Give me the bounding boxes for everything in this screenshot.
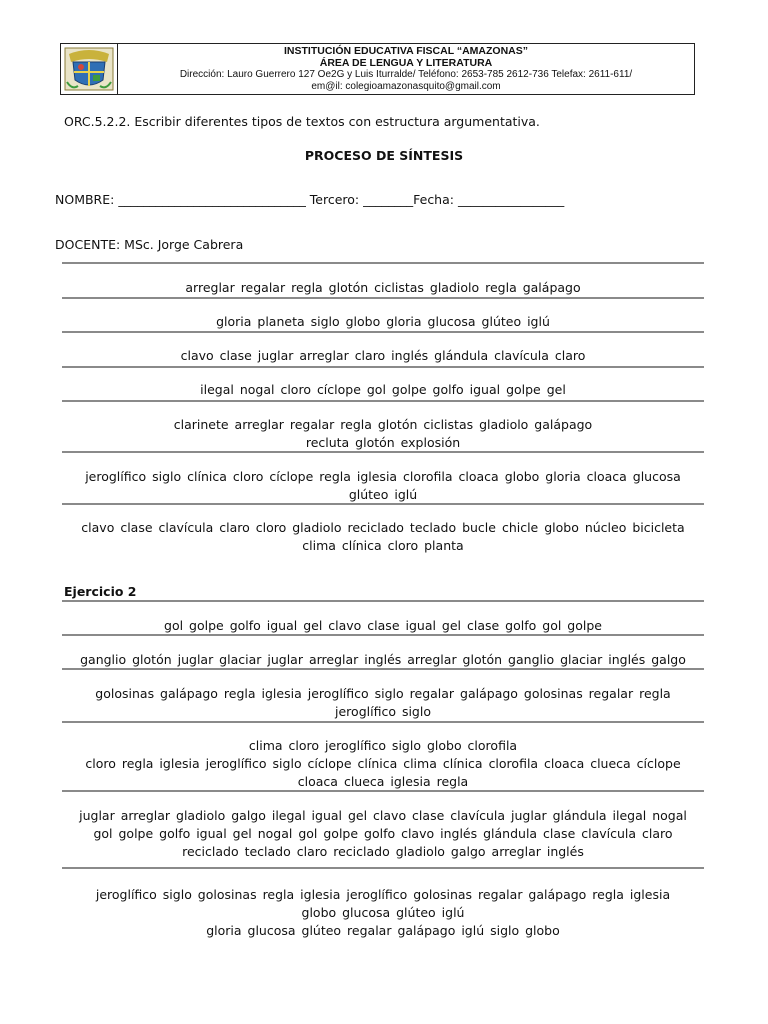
address-line: Dirección: Lauro Guerrero 127 Oe2G y Luis Iturralde/ Teléfono: 2653-785 2612-736 Telefax: 2611-611/ bbox=[179, 69, 633, 80]
word-line: clarinete arreglar regalar regla glotón ciclistas gladiolo galápago bbox=[173, 417, 593, 432]
teacher-line: DOCENTE: MSc. Jorge Cabrera bbox=[55, 237, 244, 252]
word-line: ilegal nogal cloro cíclope gol golpe golfo igual golpe gel bbox=[200, 382, 566, 397]
exercise-1-row bbox=[62, 313, 704, 331]
exercise-2-title: Ejercicio 2 bbox=[64, 584, 137, 599]
exercise-2-row bbox=[62, 685, 704, 721]
word-line: cloro regla iglesia jeroglífico siglo cíclope clínica clima clínica clorofila cloaca clueca cíclope bbox=[85, 756, 681, 771]
exercise-2-row bbox=[62, 886, 704, 940]
exercise-1-row bbox=[62, 381, 704, 399]
word-line: jeroglífico siglo bbox=[335, 704, 431, 719]
exercise-1-row bbox=[62, 279, 704, 297]
word-line: clavo clase clavícula claro cloro gladiolo reciclado teclado bucle chicle globo núcleo bicicleta bbox=[81, 520, 685, 535]
exercise-2-row bbox=[62, 807, 704, 861]
word-line: reciclado teclado claro reciclado gladiolo galgo arreglar inglés bbox=[182, 844, 584, 859]
row-divider bbox=[62, 366, 704, 368]
student-fields-line: NOMBRE: ______________________________ Tercero: ________Fecha: _________________ bbox=[55, 192, 565, 207]
email-line: em@il: colegioamazonasquito@gmail.com bbox=[311, 81, 501, 92]
exercise-2-row bbox=[62, 651, 704, 669]
row-divider bbox=[62, 331, 704, 333]
word-line: gloria glucosa glúteo regalar galápago iglú siglo globo bbox=[206, 923, 560, 938]
header-text bbox=[118, 44, 694, 94]
institution-name: INSTITUCIÓN EDUCATIVA FISCAL “AMAZONAS” bbox=[283, 45, 529, 57]
word-line: glúteo iglú bbox=[348, 487, 418, 502]
exercise-2-row bbox=[62, 617, 704, 635]
word-line: gol golpe golfo igual gel nogal gol golpe golfo clavo inglés glándula clase clavícula claro bbox=[93, 826, 673, 841]
row-divider bbox=[62, 400, 704, 402]
row-divider bbox=[62, 600, 704, 602]
row-divider bbox=[62, 297, 704, 299]
exercise-1-row bbox=[62, 468, 704, 504]
school-logo bbox=[61, 44, 118, 94]
exercise-1-row bbox=[62, 416, 704, 452]
word-line: golosinas galápago regla iglesia jeroglífico siglo regalar galápago golosinas regalar regla bbox=[95, 686, 671, 701]
word-line: ganglio glotón juglar glaciar juglar arreglar inglés arreglar glotón ganglio glaciar inglés galgo bbox=[80, 652, 686, 667]
word-line: cloaca clueca iglesia regla bbox=[297, 774, 469, 789]
word-line: jeroglífico siglo golosinas regla iglesia jeroglífico golosinas regalar galápago regla iglesia bbox=[95, 887, 671, 902]
area-name: ÁREA DE LENGUA Y LITERATURA bbox=[319, 57, 493, 69]
word-line: gol golpe golfo igual gel clavo clase igual gel clase golfo gol golpe bbox=[164, 618, 602, 633]
word-line: juglar arreglar gladiolo galgo ilegal igual gel clavo clase clavícula juglar glándula ilegal nogal bbox=[79, 808, 687, 823]
word-line: clavo clase juglar arreglar claro inglés glándula clavícula claro bbox=[180, 348, 586, 363]
exercise-2-row bbox=[62, 737, 704, 791]
exercise-1-row bbox=[62, 519, 704, 555]
objective-text: ORC.5.2.2. Escribir diferentes tipos de textos con estructura argumentativa. bbox=[64, 114, 540, 129]
word-line: jeroglífico siglo clínica cloro cíclope regla iglesia clorofila cloaca globo gloria cloaca glucosa bbox=[85, 469, 681, 484]
word-line: arreglar regalar regla glotón ciclistas gladiolo regla galápago bbox=[185, 280, 581, 295]
word-line: recluta glotón explosión bbox=[305, 435, 461, 450]
word-line: clima clínica cloro planta bbox=[302, 538, 464, 553]
word-line: clima cloro jeroglífico siglo globo clorofila bbox=[248, 738, 518, 753]
word-line: gloria planeta siglo globo gloria glucosa glúteo iglú bbox=[216, 314, 550, 329]
document-title: PROCESO DE SÍNTESIS bbox=[304, 148, 464, 163]
row-divider bbox=[62, 867, 704, 869]
exercise-1-row bbox=[62, 347, 704, 365]
word-line: globo glucosa glúteo iglú bbox=[301, 905, 465, 920]
school-crest-icon bbox=[64, 46, 114, 92]
row-divider bbox=[62, 262, 704, 264]
school-header bbox=[60, 43, 695, 95]
row-divider bbox=[62, 721, 704, 723]
